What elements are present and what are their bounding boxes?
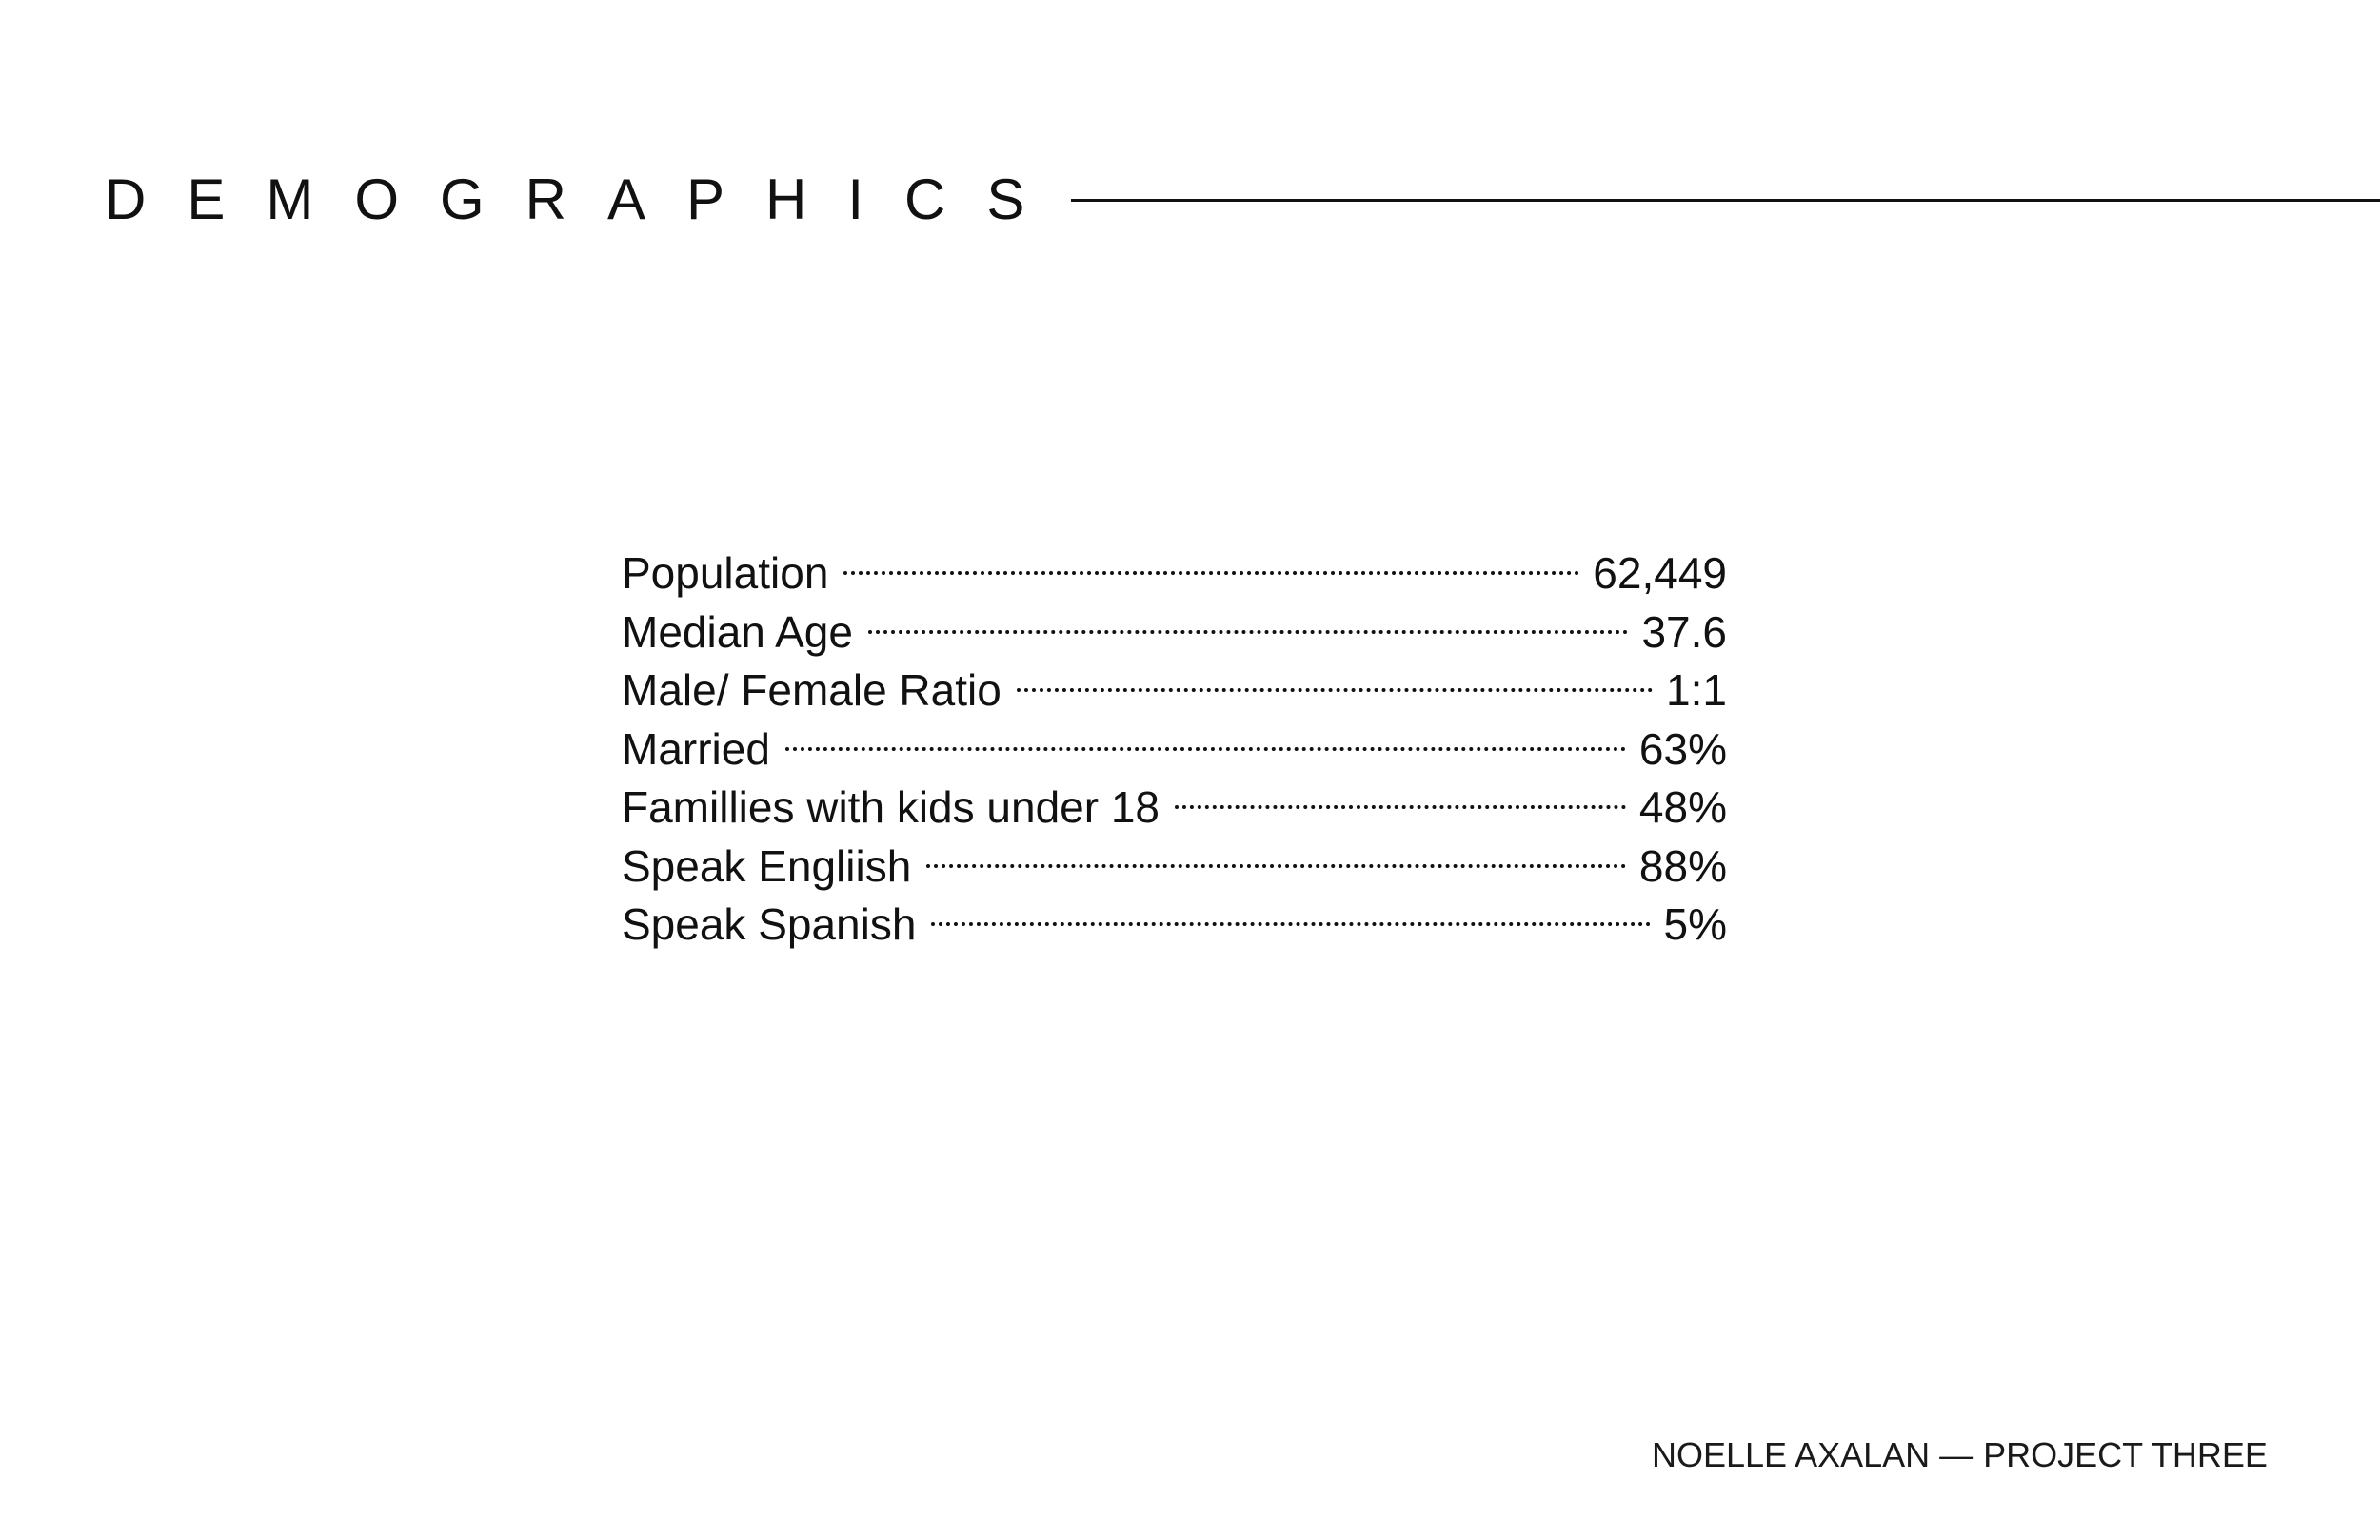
stat-label: Married xyxy=(622,723,770,774)
stat-label: Male/ Female Ratio xyxy=(622,665,1002,715)
page-header xyxy=(105,162,2380,238)
header-rule xyxy=(1071,199,2380,202)
dotted-leader xyxy=(1017,688,1653,692)
dotted-leader xyxy=(931,922,1650,926)
stat-row xyxy=(622,721,1727,780)
dotted-leader xyxy=(1175,805,1626,809)
stat-row xyxy=(622,896,1727,955)
stat-label: Speak Spanish xyxy=(622,899,917,949)
dotted-leader xyxy=(785,747,1626,751)
stat-row xyxy=(622,779,1727,838)
stat-value: 5% xyxy=(1663,899,1727,949)
stat-row xyxy=(622,661,1727,721)
stat-label: Famillies with kids under 18 xyxy=(622,782,1160,832)
stat-value: 48% xyxy=(1638,782,1727,832)
stat-value: 62,449 xyxy=(1593,548,1727,598)
stat-label: Speak Engliish xyxy=(622,840,912,891)
stat-row xyxy=(622,544,1727,603)
stat-value: 63% xyxy=(1638,723,1727,774)
demographics-list xyxy=(622,544,1727,955)
page-title: DEMOGRAPHICS xyxy=(105,168,1066,231)
stat-row xyxy=(622,838,1727,897)
stat-label: Median Age xyxy=(622,606,853,657)
dotted-leader xyxy=(926,864,1626,868)
stat-value: 37.6 xyxy=(1641,606,1727,657)
dotted-leader xyxy=(868,630,1629,634)
stat-row xyxy=(622,603,1727,662)
stat-value: 88% xyxy=(1638,840,1727,891)
stat-label: Population xyxy=(622,548,829,598)
dotted-leader xyxy=(843,571,1579,575)
footer-credit: NOELLE AXALAN — PROJECT THREE xyxy=(1652,1435,2268,1474)
stat-value: 1:1 xyxy=(1666,665,1727,715)
